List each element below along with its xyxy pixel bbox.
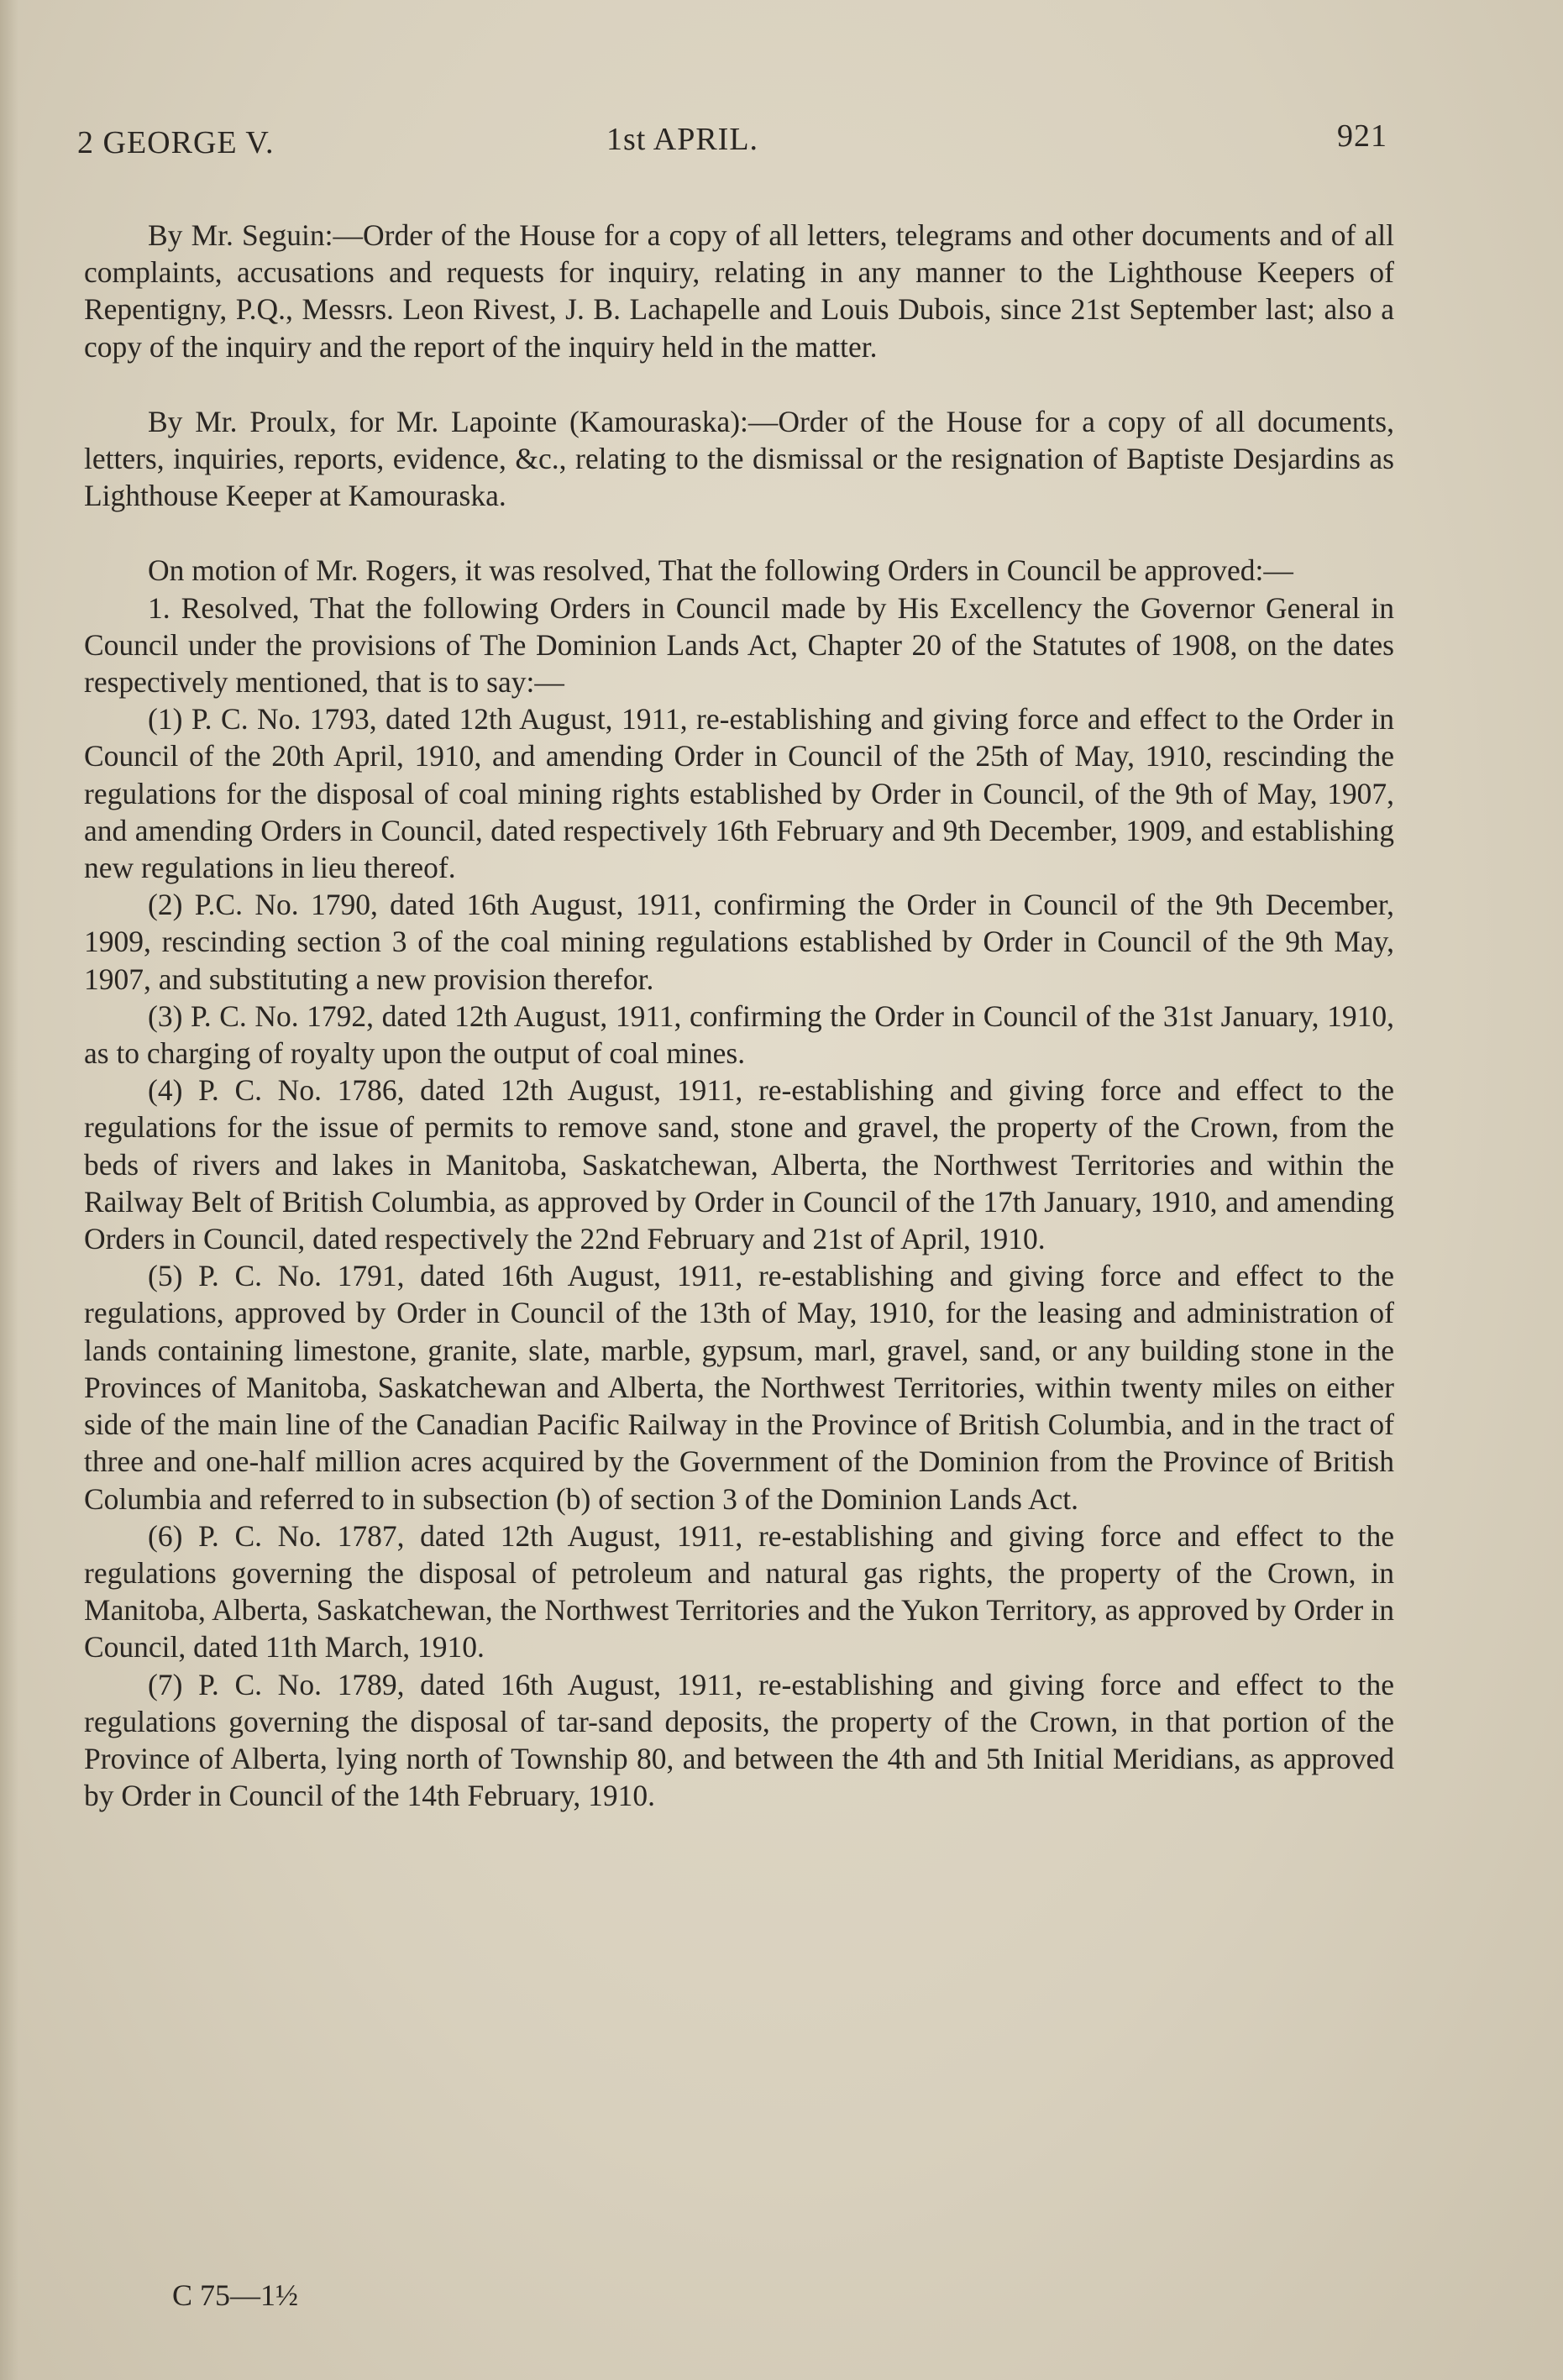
paragraph-motion: On motion of Mr. Rogers, it was resolved, That the following Orders in Council be approved:— [148, 553, 1293, 588]
paragraph-seguin-order: By Mr. Seguin:—Order of the House for a copy of all letters, telegrams and other documents and of all complaints, accusations and requests for inquiry, relating in any manner to the Lighthouse Keepers of Repentigny, P.Q., Messrs. Leon Rivest, J. B. Lachapelle and Louis Dubois, since 21st September last; also a copy of the inquiry and the report of the inquiry held in the matter. [84, 218, 1394, 364]
page-header [77, 118, 1387, 168]
order-item-1: (1) P. C. No. 1793, dated 12th August, 1911, re-establishing and giving force and effect to the Order in Council of the 20th April, 1910, and amending Order in Council of the 25th of May, 1910, rescinding the regulations for the disposal of coal mining rights established by Order in Council, of the 9th of May, 1907, and amending Orders in Council, dated respectively 16th February and 9th December, 1909, and establishing new regulations in lieu thereof. [84, 702, 1394, 885]
order-item-5: (5) P. C. No. 1791, dated 16th August, 1911, re-establishing and giving force and effect to the regulations, approved by Order in Council of the 13th of May, 1910, for the leasing and administration of lands containing limestone, granite, slate, marble, gypsum, marl, gravel, sand, or any building stone in the Provinces of Manitoba, Saskatchewan and Alberta, the Northwest Territories, within twenty miles on either side of the main line of the Canadian Pacific Railway in the Province of British Columbia, and in the tract of three and one-half million acres acquired by the Government of the Dominion from the Province of British Columbia and referred to in subsection (b) of section 3 of the Dominion Lands Act. [84, 1259, 1394, 1516]
order-item-2: (2) P.C. No. 1790, dated 16th August, 1911, confirming the Order in Council of the 9th December, 1909, rescinding section 3 of the coal mining regulations established by Order in Council of the 9th May, 1907, and substituting a new provision therefor. [84, 888, 1394, 996]
paragraph-resolution: 1. Resolved, That the following Orders in Council made by His Excellency the Governor General in Council under the provisions of The Dominion Lands Act, Chapter 20 of the Statutes of 1908, on the dates respectively mentioned, that is to say:— [84, 590, 1394, 700]
header-regnal-year: 2 GEORGE V. [77, 125, 275, 160]
paragraph-gap [84, 514, 1394, 552]
order-item-4: (4) P. C. No. 1786, dated 12th August, 1911, re-establishing and giving force and effect to the regulations for the issue of permits to remove sand, stone and gravel, the property of the Crown, from the beds of rivers and lakes in Manitoba, Saskatchewan, Alberta, the Northwest Territories and within the Railway Belt of British Columbia, as approved by Order in Council of the 17th January, 1910, and amending Orders in Council, dated respectively the 22nd February and 21st of April, 1910. [84, 1073, 1394, 1256]
order-item-3: (3) P. C. No. 1792, dated 12th August, 1911, confirming the Order in Council of the 31st January, 1910, as to charging of royalty upon the output of coal mines. [84, 999, 1394, 1071]
page-body [84, 217, 1394, 1814]
signature-mark: C 75—1½ [172, 2278, 299, 2312]
paragraph-proulx-order: By Mr. Proulx, for Mr. Lapointe (Kamouraska):—Order of the House for a copy of all documents, letters, inquiries, reports, evidence, &c., relating to the dismissal or the resignation of Baptiste Desjardins as Lighthouse Keeper at Kamouraska. [84, 404, 1394, 513]
order-item-6: (6) P. C. No. 1787, dated 12th August, 1911, re-establishing and giving force and effect to the regulations governing the disposal of petroleum and natural gas rights, the property of the Crown, in Manitoba, Alberta, Saskatchewan, the Northwest Territories and the Yukon Territory, as approved by Order in Council, dated 11th March, 1910. [84, 1518, 1394, 1664]
header-date: 1st APRIL. [606, 122, 759, 157]
paragraph-gap [84, 365, 1394, 403]
order-item-7: (7) P. C. No. 1789, dated 16th August, 1911, re-establishing and giving force and effect to the regulations governing the disposal of tar-sand deposits, the property of the Crown, in that portion of the Province of Alberta, lying north of Township 80, and between the 4th and 5th Initial Meridians, as approved by Order in Council of the 14th February, 1910. [84, 1667, 1394, 1813]
page-number: 921 [1337, 118, 1387, 154]
page-edge-shadow [0, 0, 18, 2380]
